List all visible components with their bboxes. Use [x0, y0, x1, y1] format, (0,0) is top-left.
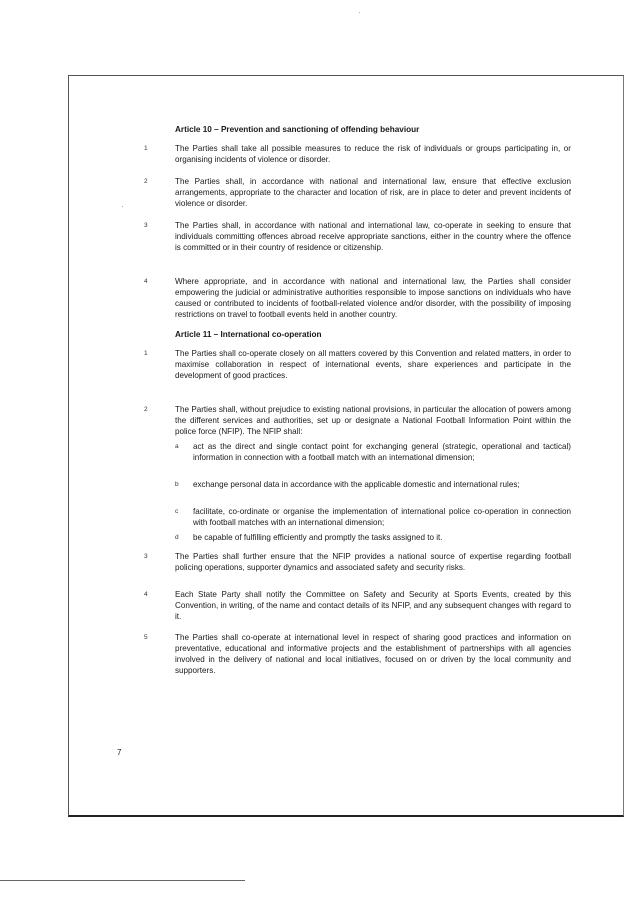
subitem-text: facilitate, co-ordinate or organise the implementation of international police co-operation in connection with football matches with an international dimension;: [193, 507, 571, 527]
paragraph-text: Where appropriate, and in accordance with national and international law, the Parties shall consider empowering the judicial or administrative authorities responsible to impose sanctions on individuals who have caused or contributed to incidents of football-related violence and/or disorder, with the possibility of imposing restrictions on travel to football events held in another country.: [175, 277, 571, 319]
article-11-paragraph-5: [144, 632, 571, 676]
paragraph-number: 4: [144, 591, 148, 598]
document-body: [144, 124, 571, 676]
subitem-letter: b: [175, 481, 179, 488]
paragraph-number: 2: [144, 406, 148, 413]
article-11-paragraph-1: [144, 348, 571, 381]
subitem-letter: d: [175, 534, 179, 541]
article-10-paragraph-3: [144, 220, 571, 253]
paragraph-text: The Parties shall co-operate at international level in respect of sharing good practices and information on preventative, educational and informative projects and the establishment of partnerships with all agencies involved in the delivery of national and local initiatives, focused on or driven by the local community and supporters.: [175, 633, 571, 675]
article-10-paragraph-4: [144, 276, 571, 320]
article-11-paragraph-3: [144, 551, 571, 573]
article-10-paragraph-2: [144, 176, 571, 209]
article-11-heading: Article 11 – International co-operation: [175, 330, 322, 339]
scan-speck: [359, 12, 360, 13]
paragraph-number: 1: [144, 145, 148, 152]
paragraph-text: The Parties shall co-operate closely on all matters covered by this Convention and related matters, in order to maximise collaboration in respect of international events, share experiences and participate in the development of good practices.: [175, 349, 571, 380]
paragraph-number: 5: [144, 634, 148, 641]
subitem-letter: a: [175, 443, 179, 450]
scan-speck: [122, 206, 123, 207]
article-11-paragraph-4: [144, 589, 571, 622]
nfip-subitem-c: [175, 506, 571, 528]
subitem-text: act as the direct and single contact point for exchanging general (strategic, operational and tactical) information in connection with a football match with an international dimension;: [193, 442, 571, 462]
paragraph-text: The Parties shall take all possible measures to reduce the risk of individuals or groups participating in, or organising incidents of violence or disorder.: [175, 144, 571, 164]
paragraph-text: The Parties shall, in accordance with national and international law, ensure that effective exclusion arrangements, appropriate to the character and location of risk, are in place to deter and prevent incidents of violence or disorder.: [175, 177, 571, 208]
paragraph-text: The Parties shall, without prejudice to existing national provisions, in particular the allocation of powers among the different services and authorities, set up or designate a National Football Information Point within the police force (NFIP). The NFIP shall:: [175, 405, 571, 436]
nfip-subitem-b: [175, 479, 571, 490]
paragraph-number: 3: [144, 222, 148, 229]
article-10-paragraph-1: [144, 143, 571, 165]
nfip-subitem-d: [175, 532, 571, 543]
page-number: 7: [117, 748, 122, 757]
paragraph-number: 3: [144, 553, 148, 560]
paragraph-number: 1: [144, 350, 148, 357]
paragraph-number: 2: [144, 178, 148, 185]
subitem-letter: c: [175, 508, 179, 515]
paragraph-text: Each State Party shall notify the Committee on Safety and Security at Sports Events, created by this Convention, in writing, of the name and contact details of its NFIP, and any subsequent changes with regard to it.: [175, 590, 571, 621]
paragraph-text: The Parties shall further ensure that the NFIP provides a national source of expertise regarding football policing operations, supporter dynamics and associated safety and security risks.: [175, 552, 571, 572]
article-11-paragraph-2: [144, 404, 571, 437]
paragraph-text: The Parties shall, in accordance with national and international law, co-operate in seeking to ensure that individuals committing offences abroad receive appropriate sanctions, either in the country where the offence is committed or in their country of residence or citizenship.: [175, 221, 571, 252]
scan-edge-line: [0, 880, 245, 881]
article-10-heading: Article 10 – Prevention and sanctioning of offending behaviour: [175, 125, 420, 134]
subitem-text: be capable of fulfilling efficiently and promptly the tasks assigned to it.: [193, 533, 443, 542]
subitem-text: exchange personal data in accordance with the applicable domestic and international rules;: [193, 480, 520, 489]
paragraph-number: 4: [144, 278, 148, 285]
nfip-subitem-a: [175, 441, 571, 463]
